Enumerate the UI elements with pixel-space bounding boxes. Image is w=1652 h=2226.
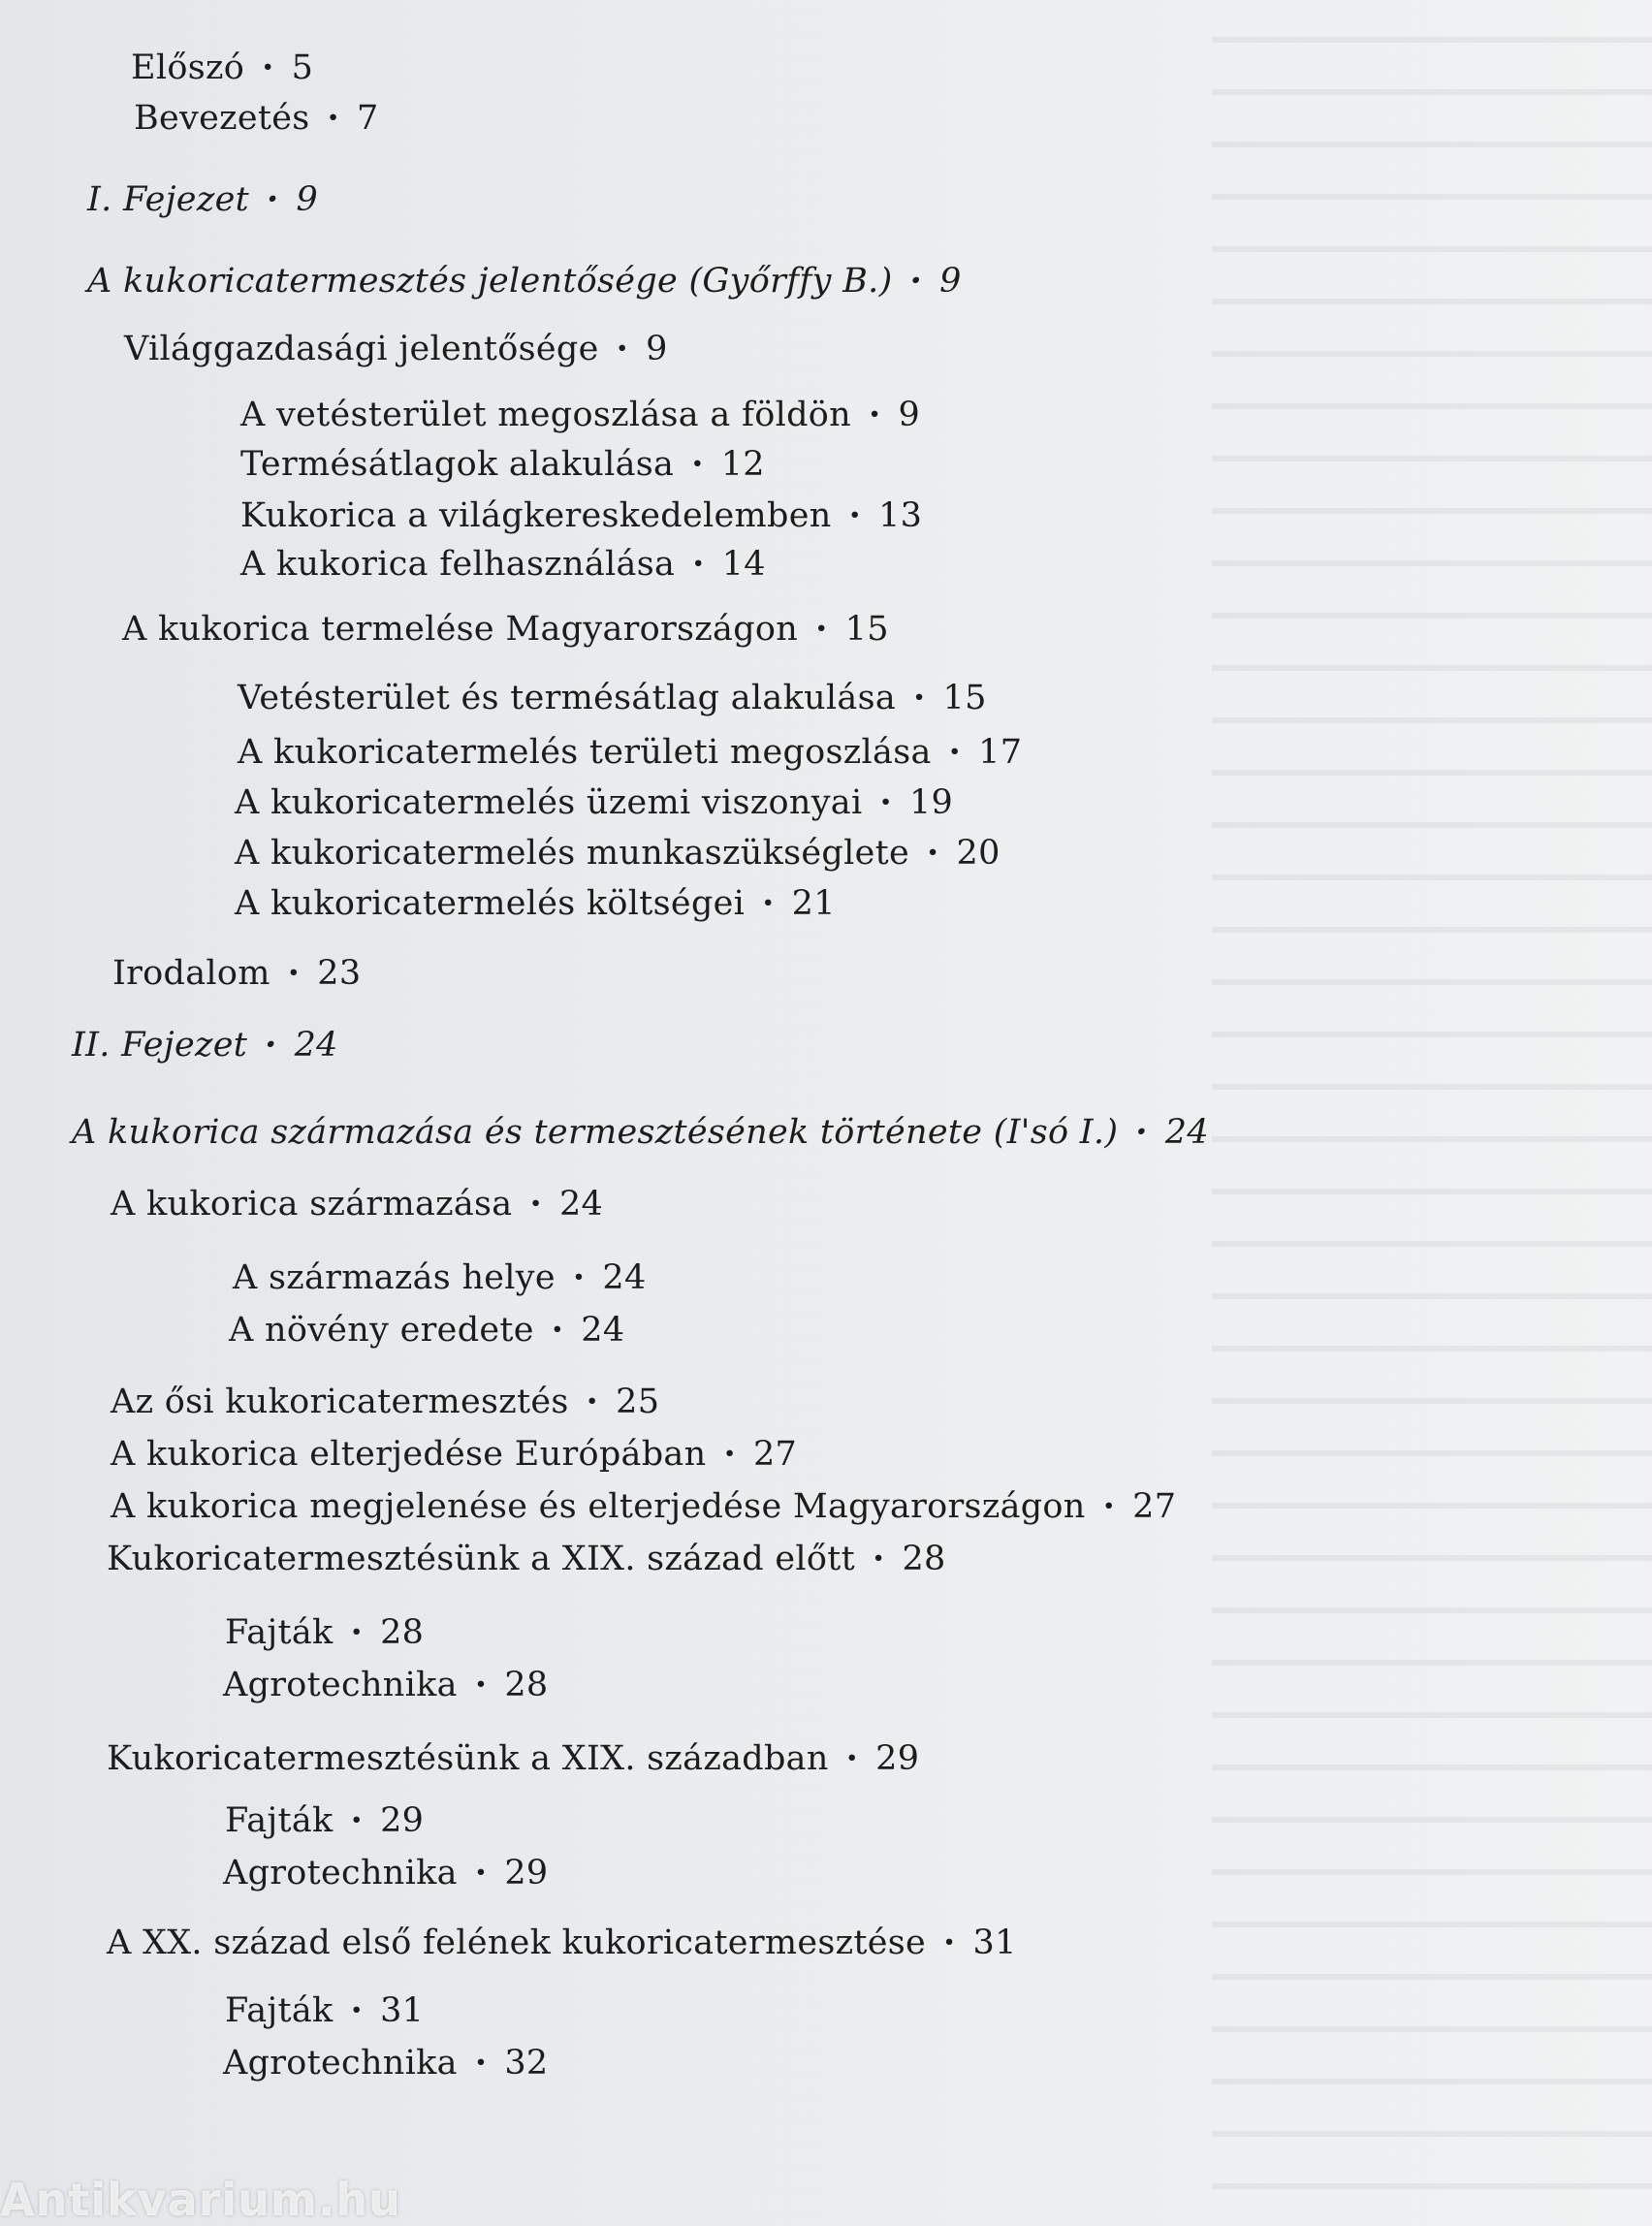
toc-entry [233, 1256, 647, 1299]
toc-entry [111, 1183, 603, 1225]
toc-entry-page: 27 [1132, 1487, 1177, 1526]
toc-entry-page: 12 [720, 445, 765, 484]
toc-entry-title: A kukorica megjelenése és elterjedése Magyarországon [111, 1487, 1086, 1526]
toc-separator: · [327, 98, 340, 138]
toc-separator: · [350, 1800, 364, 1840]
toc-entry [111, 1381, 659, 1423]
toc-entry-page: 31 [380, 1991, 425, 2030]
toc-entry-page: 9 [898, 396, 921, 434]
toc-entry-page: 32 [504, 2044, 549, 2083]
toc-separator: · [1102, 1486, 1116, 1526]
toc-separator: · [474, 1853, 488, 1892]
show-through-text [1212, 0, 1652, 2203]
toc-entry-title: Előszó [131, 48, 245, 87]
toc-entry [72, 1024, 338, 1066]
toc-entry [235, 781, 953, 824]
toc-entry-title: A kukoricatermelés üzemi viszonyai [235, 783, 863, 822]
toc-entry-title: A származás helye [233, 1258, 556, 1297]
toc-entry-title: A kukoricatermelés költségei [235, 884, 746, 923]
toc-entry-page: 24 [558, 1185, 604, 1224]
toc-entry-title: Bevezetés [134, 99, 310, 138]
toc-entry-page: 25 [616, 1383, 660, 1421]
toc-entry [223, 1664, 548, 1706]
toc-entry-page: 7 [357, 99, 379, 138]
toc-separator: · [943, 1923, 956, 1962]
toc-separator: · [474, 2043, 488, 2083]
toc-entry-title: A kukorica származása és termesztésének története (I'só I.) [72, 1113, 1119, 1152]
toc-entry-page: 17 [978, 733, 1023, 772]
toc-entry-title: Kukoricatermesztésünk a XIX. század előtt [107, 1540, 855, 1578]
toc-entry-page: 19 [908, 783, 954, 822]
toc-entry-page: 23 [317, 954, 362, 993]
toc-entry-page: 28 [380, 1613, 425, 1652]
toc-entry-page: 28 [902, 1540, 946, 1578]
toc-entry-page: 21 [791, 884, 836, 923]
toc-entry-title: Termésátlagok alakulása [240, 445, 675, 484]
toc-entry-page: 28 [504, 1666, 549, 1704]
toc-entry [240, 394, 920, 436]
toc-entry [223, 1852, 548, 1894]
toc-separator: · [1135, 1112, 1148, 1152]
toc-separator: · [909, 261, 923, 301]
toc-entry-page: 9 [939, 262, 962, 301]
watermark: Antikvarium.hu [0, 2174, 401, 2226]
toc-separator: · [266, 179, 279, 219]
toc-separator: · [879, 782, 892, 822]
toc-entry-page: 15 [844, 610, 889, 649]
toc-entry-title: A kukorica elterjedése Európában [111, 1435, 707, 1474]
toc-separator: · [848, 495, 862, 535]
toc-entry-title: A kukorica termelése Magyarországon [122, 610, 799, 649]
toc-entry-page: 24 [294, 1026, 338, 1065]
toc-entry [134, 97, 379, 140]
toc-entry-title: II. Fejezet [72, 1026, 248, 1065]
toc-entry [107, 1737, 919, 1780]
toc-entry-title: A XX. század első felének kukoricatermesztése [107, 1924, 927, 1962]
toc-separator: · [762, 883, 775, 923]
toc-separator: · [927, 833, 939, 873]
toc-separator: · [845, 1738, 859, 1778]
toc-entry-page: 9 [296, 180, 319, 219]
toc-entry-title: Kukorica a világkereskedelemben [240, 496, 832, 535]
toc-separator: · [913, 678, 926, 717]
toc-entry [235, 882, 836, 925]
toc-separator: · [869, 395, 881, 434]
toc-entry-title: Kukoricatermesztésünk a XIX. században [107, 1739, 829, 1778]
toc-separator: · [529, 1184, 542, 1224]
toc-entry [87, 178, 318, 221]
toc-entry [225, 1611, 424, 1654]
toc-separator: · [586, 1382, 599, 1421]
toc-separator: · [265, 1025, 277, 1065]
toc-entry [131, 47, 313, 89]
toc-separator: · [616, 329, 629, 368]
toc-separator: · [551, 1310, 564, 1350]
toc-entry-title: A kukorica származása [111, 1185, 513, 1224]
toc-separator: · [262, 48, 274, 87]
toc-entry [111, 1485, 1176, 1528]
toc-separator: · [350, 1612, 364, 1652]
toc-separator: · [692, 544, 705, 584]
toc-entry-title: Agrotechnika [223, 2044, 458, 2083]
toc-entry-page: 24 [581, 1311, 625, 1350]
toc-entry [238, 677, 987, 719]
toc-entry-title: Fajták [225, 1991, 334, 2030]
toc-entry [122, 608, 889, 651]
toc-entry-title: Fajták [225, 1801, 334, 1840]
toc-entry-title: Fajták [225, 1613, 334, 1652]
toc-entry [240, 494, 922, 537]
toc-entry-title: A vetésterület megoszlása a földön [240, 396, 851, 434]
toc-entry-page: 9 [646, 330, 668, 368]
toc-entry-page: 29 [504, 1854, 549, 1892]
toc-entry [229, 1309, 624, 1352]
toc-entry-page: 29 [380, 1801, 425, 1840]
toc-separator: · [350, 1990, 364, 2030]
toc-entry [107, 1538, 946, 1580]
toc-entry-title: Vetésterület és termésátlag alakulása [238, 679, 897, 717]
toc-entry [225, 1989, 424, 2032]
toc-entry [240, 443, 765, 486]
toc-entry [72, 1111, 1209, 1154]
toc-entry-page: 14 [721, 545, 766, 584]
toc-entry-title: A növény eredete [229, 1311, 534, 1350]
toc-entry-title: A kukoricatermesztés jelentősége (Győrffy B.) [87, 262, 893, 301]
toc-entry-page: 24 [1164, 1113, 1209, 1152]
toc-entry [235, 832, 1001, 874]
toc-entry [223, 2042, 548, 2084]
toc-separator: · [815, 609, 828, 649]
toc-entry-title: Agrotechnika [223, 1666, 458, 1704]
toc-entry [225, 1799, 424, 1842]
toc-entry-page: 20 [956, 834, 1001, 873]
toc-entry [111, 1433, 797, 1476]
toc-entry [238, 731, 1022, 774]
toc-entry-title: Világgazdasági jelentősége [124, 330, 599, 368]
toc-entry-page: 15 [942, 679, 987, 717]
toc-separator: · [691, 444, 704, 484]
toc-entry-page: 27 [752, 1435, 798, 1474]
toc-entry [112, 952, 361, 995]
toc-entry [87, 260, 962, 302]
toc-entry [107, 1922, 1017, 1964]
toc-entry-page: 5 [291, 48, 314, 87]
toc-entry-title: A kukoricatermelés területi megoszlása [238, 733, 932, 772]
toc-separator: · [474, 1665, 488, 1704]
toc-entry-page: 29 [875, 1739, 920, 1778]
toc-entry-page: 31 [972, 1924, 1017, 1962]
toc-separator: · [948, 732, 962, 772]
toc-entry [240, 543, 766, 586]
toc-entry-title: Az ősi kukoricatermesztés [111, 1383, 569, 1421]
toc-entry-page: 24 [602, 1258, 647, 1297]
toc-entry-page: 13 [878, 496, 923, 535]
toc-separator: · [723, 1434, 736, 1474]
toc-entry-title: I. Fejezet [87, 180, 249, 219]
toc-separator: · [572, 1257, 586, 1297]
toc-entry-title: A kukorica felhasználása [240, 545, 676, 584]
toc-entry-title: Agrotechnika [223, 1854, 458, 1892]
toc-separator: · [872, 1539, 885, 1578]
toc-entry [124, 328, 668, 370]
toc-entry-title: Irodalom [112, 954, 270, 993]
toc-separator: · [287, 953, 301, 993]
toc-entry-title: A kukoricatermelés munkaszükséglete [235, 834, 909, 873]
